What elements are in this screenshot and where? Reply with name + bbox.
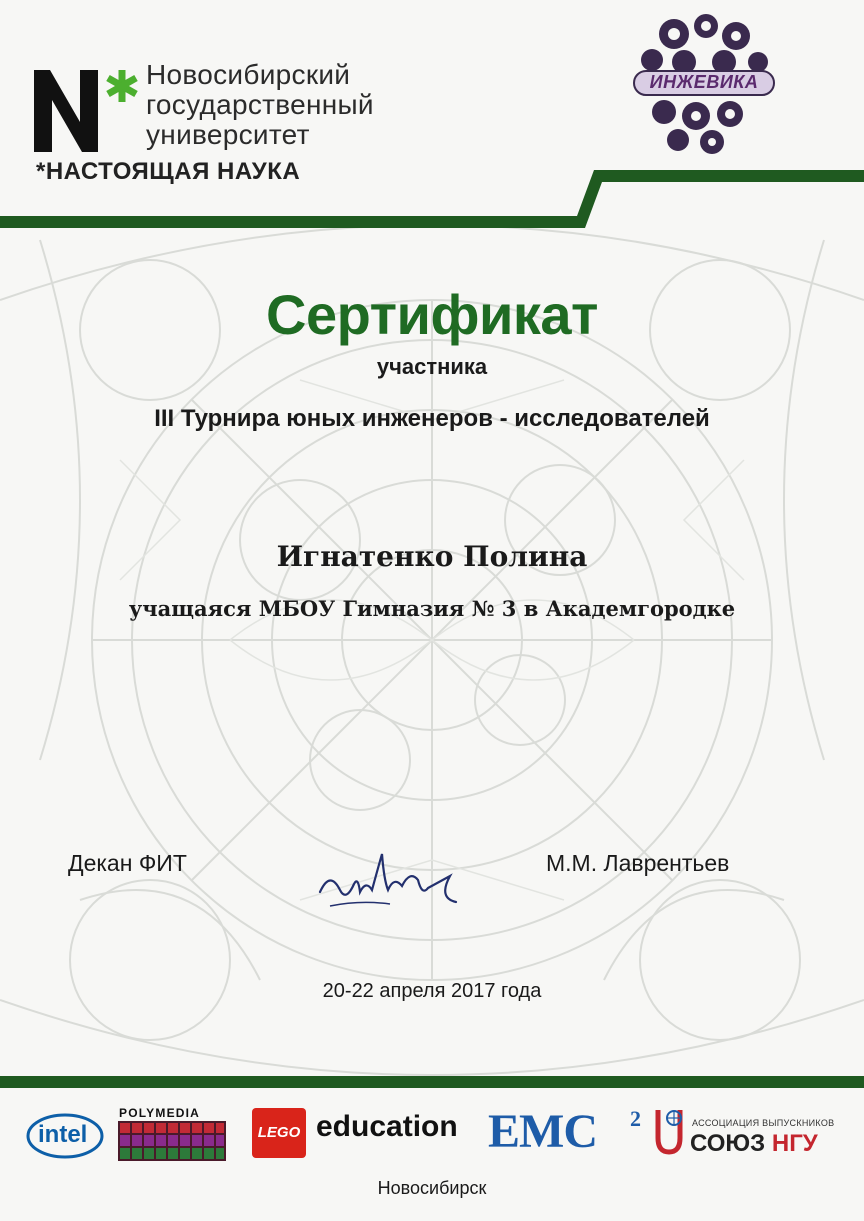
nsu-star-icon xyxy=(104,68,140,104)
university-line-2: государственный xyxy=(146,89,374,120)
slogan: *НАСТОЯЩАЯ НАУКА xyxy=(36,158,301,185)
alumni-association-name-ngu: НГУ xyxy=(771,1130,818,1157)
certificate-subtitle: участника xyxy=(376,354,488,379)
intel-logo-text: intel xyxy=(38,1121,88,1148)
emc-logo-text: EMC xyxy=(488,1105,597,1158)
event-date: 20-22 апреля 2017 года xyxy=(322,980,542,1002)
alumni-association-caption: АССОЦИАЦИЯ ВЫПУСКНИКОВ xyxy=(692,1118,835,1128)
event-name: III Турнира юных инженеров - исследователей xyxy=(154,405,710,432)
recipient-name: Игнатенко Полина xyxy=(276,540,588,573)
university-line-1: Новосибирский xyxy=(146,59,351,90)
education-logo-text: education xyxy=(316,1110,458,1143)
polymedia-logo-text: POLYMEDIA xyxy=(119,1106,201,1120)
nsu-logo-icon xyxy=(34,70,98,152)
signer-name: М.М. Лаврентьев xyxy=(546,850,730,876)
signer-role: Декан ФИТ xyxy=(68,850,187,876)
alumni-association-name xyxy=(690,1130,818,1158)
recipient-affiliation: учащаяся МБОУ Гимназия № 3 в Академгородке xyxy=(128,596,736,621)
inzhevika-label: ИНЖЕВИКА xyxy=(649,72,759,92)
polymedia-logo-icon xyxy=(118,1121,226,1161)
alumni-association-logo-icon xyxy=(654,1106,684,1156)
handwritten-signature-icon xyxy=(310,840,470,920)
lego-logo-text: LEGO xyxy=(257,1124,301,1141)
certificate-title: Сертификат xyxy=(266,283,598,346)
emc-logo-superscript: 2 xyxy=(630,1106,641,1131)
university-line-3: университет xyxy=(146,119,310,150)
university-name xyxy=(146,60,374,150)
city: Новосибирск xyxy=(377,1178,487,1198)
alumni-association-name-main: СОЮЗ xyxy=(690,1130,766,1157)
